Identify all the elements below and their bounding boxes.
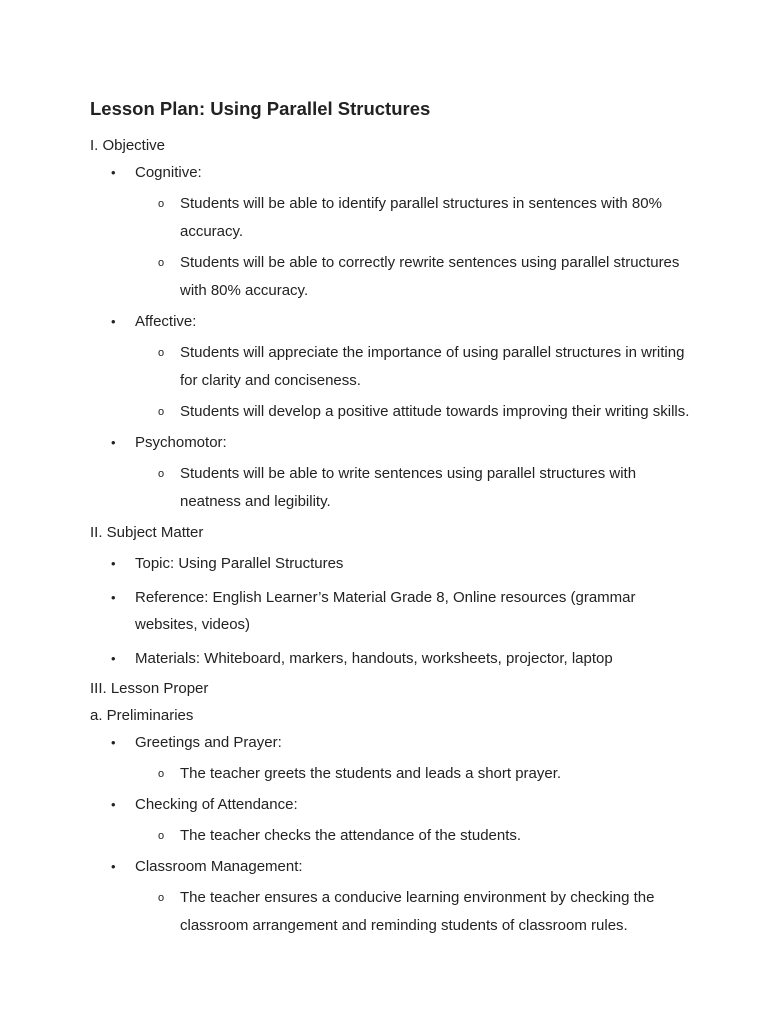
sub-bullet-icon: o bbox=[158, 468, 165, 480]
document-content bbox=[90, 96, 690, 947]
subject-matter-list bbox=[90, 550, 690, 672]
list-item bbox=[135, 884, 690, 940]
bullet-icon: • bbox=[111, 735, 116, 750]
list-item bbox=[135, 249, 690, 305]
management-label: Classroom Management: bbox=[135, 858, 303, 875]
greetings-sublist bbox=[135, 760, 690, 788]
bullet-icon: • bbox=[111, 859, 116, 874]
list-item-text: Students will be able to write sentences using parallel structures with neatness and legibility. bbox=[180, 465, 637, 510]
list-item-text: Students will develop a positive attitude towards improving their writing skills. bbox=[180, 403, 690, 420]
sub-bullet-icon: o bbox=[158, 198, 165, 210]
section-objective-heading: I. Objective bbox=[90, 137, 166, 154]
bullet-icon: • bbox=[111, 435, 116, 450]
list-item-cognitive bbox=[90, 163, 690, 305]
attendance-label: Checking of Attendance: bbox=[135, 796, 298, 813]
list-item-text: Reference: English Learner’s Material Grade 8, Online resources (grammar websites, videos) bbox=[135, 589, 636, 633]
list-item-text: Topic: Using Parallel Structures bbox=[135, 555, 344, 572]
list-item-attendance bbox=[90, 795, 690, 850]
sub-bullet-icon: o bbox=[158, 257, 165, 269]
affective-label: Affective: bbox=[135, 313, 197, 330]
list-item bbox=[135, 190, 690, 246]
management-sublist bbox=[135, 884, 690, 940]
objective-list bbox=[90, 163, 690, 516]
list-item bbox=[135, 822, 690, 850]
bullet-icon: • bbox=[111, 590, 116, 605]
section-subject-matter-heading: II. Subject Matter bbox=[90, 524, 204, 541]
psychomotor-sublist bbox=[135, 460, 690, 516]
bullet-icon: • bbox=[111, 314, 116, 329]
list-item-text: Students will appreciate the importance of using parallel structures in writing for clarity and conciseness. bbox=[180, 344, 685, 389]
list-item bbox=[90, 550, 690, 577]
list-item-affective bbox=[90, 312, 690, 426]
bullet-icon: • bbox=[111, 165, 116, 180]
bullet-icon: • bbox=[111, 651, 116, 666]
list-item bbox=[135, 398, 690, 426]
list-item-greetings bbox=[90, 733, 690, 788]
list-item-text: The teacher checks the attendance of the students. bbox=[180, 827, 522, 844]
sub-bullet-icon: o bbox=[158, 768, 165, 780]
list-item-psychomotor bbox=[90, 433, 690, 516]
bullet-icon: • bbox=[111, 797, 116, 812]
list-item-text: Students will be able to identify parallel structures in sentences with 80% accuracy. bbox=[180, 195, 662, 240]
section-lesson-proper-heading: III. Lesson Proper bbox=[90, 680, 209, 697]
bullet-icon: • bbox=[111, 556, 116, 571]
list-item bbox=[135, 339, 690, 395]
section-preliminaries-heading: a. Preliminaries bbox=[90, 707, 194, 724]
sub-bullet-icon: o bbox=[158, 892, 165, 904]
list-item-text: Students will be able to correctly rewrite sentences using parallel structures with 80% accuracy. bbox=[180, 254, 680, 299]
affective-sublist bbox=[135, 339, 690, 426]
psychomotor-label: Psychomotor: bbox=[135, 434, 227, 451]
list-item bbox=[135, 760, 690, 788]
list-item-management bbox=[90, 857, 690, 940]
page-title: Lesson Plan: Using Parallel Structures bbox=[90, 98, 431, 119]
cognitive-sublist bbox=[135, 190, 690, 305]
cognitive-label: Cognitive: bbox=[135, 164, 202, 181]
attendance-sublist bbox=[135, 822, 690, 850]
preliminaries-list bbox=[90, 733, 690, 940]
list-item-text: Materials: Whiteboard, markers, handouts, worksheets, projector, laptop bbox=[135, 650, 613, 667]
list-item-text: The teacher greets the students and leads a short prayer. bbox=[180, 765, 562, 782]
sub-bullet-icon: o bbox=[158, 830, 165, 842]
sub-bullet-icon: o bbox=[158, 347, 165, 359]
list-item bbox=[90, 645, 690, 672]
list-item-text: The teacher ensures a conducive learning environment by checking the classroom arrangement and reminding students of classroom rules. bbox=[180, 889, 655, 934]
greetings-label: Greetings and Prayer: bbox=[135, 734, 282, 751]
sub-bullet-icon: o bbox=[158, 406, 165, 418]
list-item bbox=[135, 460, 690, 516]
list-item bbox=[90, 584, 690, 638]
